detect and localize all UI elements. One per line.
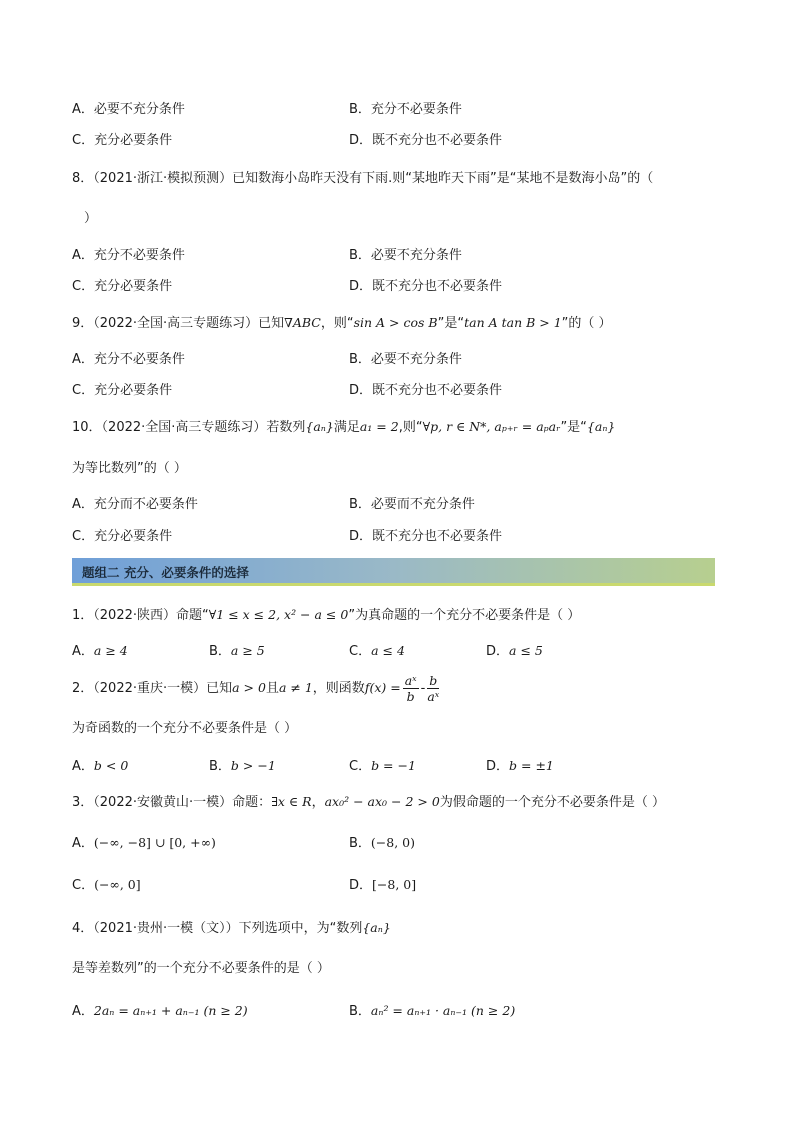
q10-mid2: ,则“ bbox=[398, 420, 423, 435]
g2-option-b-label: B． bbox=[209, 759, 231, 774]
q9-suffix: ”的（ ） bbox=[561, 316, 612, 331]
q9-mid2: ”是“ bbox=[437, 316, 465, 331]
g1-option-a[interactable] bbox=[72, 642, 128, 661]
g3-option-b-expr: (−8, 0) bbox=[370, 835, 416, 850]
g3-option-c-label: C． bbox=[72, 878, 95, 893]
q10-option-b[interactable]: B．必要而不充分条件 bbox=[349, 497, 475, 512]
g2-option-b-expr: b > −1 bbox=[230, 758, 276, 773]
g2-fraction-1 bbox=[403, 673, 419, 704]
g2-cond2: a ≠ 1 bbox=[278, 680, 313, 695]
g4-option-a-expr: 2aₙ = aₙ₊₁ + aₙ₋₁ (n ≥ 2) bbox=[93, 1003, 248, 1018]
g1-prefix: 1．（2022·陕西）命题“ bbox=[72, 608, 209, 623]
g2-minus: - bbox=[420, 681, 426, 696]
q7-option-d[interactable]: D．既不充分也不必要条件 bbox=[349, 133, 503, 148]
g2-option-a[interactable] bbox=[72, 757, 128, 776]
g1-stem bbox=[72, 606, 580, 625]
q9-cond2: tan A tan B > 1 bbox=[464, 315, 562, 330]
g2-option-a-expr: b < 0 bbox=[93, 758, 129, 773]
g4-seq: {aₙ} bbox=[362, 920, 391, 935]
q7-option-c[interactable]: C．充分必要条件 bbox=[72, 133, 173, 148]
g2-option-c-label: C． bbox=[349, 759, 372, 774]
g2-func: f(x) = bbox=[364, 680, 401, 695]
g3-option-d-expr: [−8, 0] bbox=[372, 877, 417, 892]
g3-comma: ， bbox=[311, 795, 325, 810]
group-header-bar bbox=[72, 558, 715, 586]
g4-stem-line2: 是等差数列”的一个充分不必要条件的是（ ） bbox=[72, 961, 330, 976]
g2-option-a-label: A． bbox=[72, 759, 94, 774]
q10-seq2: {aₙ} bbox=[586, 419, 616, 434]
g1-option-a-label: A． bbox=[72, 644, 94, 659]
g3-option-a-label: A． bbox=[72, 836, 94, 851]
q10-mid1: 满足 bbox=[333, 420, 360, 435]
g3-option-b[interactable] bbox=[349, 834, 415, 853]
q10-seq: {aₙ} bbox=[305, 419, 334, 434]
q9-option-b[interactable]: B．必要不充分条件 bbox=[349, 352, 462, 367]
g1-option-b[interactable] bbox=[209, 642, 265, 661]
g2-option-d[interactable] bbox=[486, 757, 554, 776]
g2-stem bbox=[72, 672, 441, 705]
g2-frac1-num: aˣ bbox=[404, 673, 417, 688]
g2-cond1: a > 0 bbox=[232, 680, 266, 695]
g4-option-a[interactable] bbox=[72, 1002, 248, 1021]
g2-mid2: ，则函数 bbox=[312, 681, 365, 696]
g2-frac2-den: aˣ bbox=[427, 689, 440, 704]
q9-option-c[interactable]: C．充分必要条件 bbox=[72, 383, 173, 398]
g1-cond: ∀1 ≤ x ≤ 2, x² − a ≤ 0 bbox=[208, 607, 349, 622]
q10-cond1: a₁ = 2 bbox=[359, 419, 399, 434]
g4-option-a-label: A． bbox=[72, 1004, 94, 1019]
g2-option-b[interactable] bbox=[209, 757, 276, 776]
g2-fraction-2 bbox=[427, 673, 439, 704]
q8-option-b[interactable]: B．必要不充分条件 bbox=[349, 248, 462, 263]
q8-option-a[interactable]: A．充分不必要条件 bbox=[72, 248, 185, 263]
g1-option-a-expr: a ≥ 4 bbox=[93, 643, 128, 658]
q10-mid3: ”是“ bbox=[560, 420, 587, 435]
q8-stem: 8．（2021·浙江·模拟预测）已知数海小岛昨天没有下雨.则“某地昨天下雨”是“某地不是数海小岛”的（ bbox=[72, 171, 654, 186]
g3-option-d[interactable] bbox=[349, 876, 416, 895]
q10-option-d[interactable]: D．既不充分也不必要条件 bbox=[349, 529, 503, 544]
g3-option-a-expr: (−∞, −8] ∪ [0, +∞) bbox=[93, 835, 216, 850]
g3-option-d-label: D． bbox=[349, 878, 373, 893]
g2-frac1-den: b bbox=[406, 689, 415, 704]
g3-prefix: 3．（2022·安徽黄山·一模）命题： bbox=[72, 795, 272, 810]
g2-option-d-expr: b = ±1 bbox=[509, 758, 554, 773]
g2-option-d-label: D． bbox=[486, 759, 510, 774]
q9-cond1: sin A > cos B bbox=[353, 315, 438, 330]
g1-option-b-label: B． bbox=[209, 644, 231, 659]
g4-prefix: 4．（2021·贵州·一模（文））下列选项中，为“数列 bbox=[72, 921, 363, 936]
q7-option-b[interactable]: B．充分不必要条件 bbox=[349, 102, 462, 117]
g4-option-b-expr: aₙ² = aₙ₊₁ · aₙ₋₁ (n ≥ 2) bbox=[370, 1003, 516, 1018]
q10-prefix: 10．（2022·全国·高三专题练习）若数列 bbox=[72, 420, 306, 435]
q10-stem bbox=[72, 418, 615, 437]
q10-option-c[interactable]: C．充分必要条件 bbox=[72, 529, 173, 544]
q7-option-a[interactable]: A．必要不充分条件 bbox=[72, 102, 185, 117]
q8-option-c[interactable]: C．充分必要条件 bbox=[72, 279, 173, 294]
q10-option-a[interactable]: A．充分而不必要条件 bbox=[72, 497, 198, 512]
g1-option-d-label: D． bbox=[486, 644, 510, 659]
g4-stem bbox=[72, 919, 391, 938]
g1-option-d[interactable] bbox=[486, 642, 543, 661]
g2-frac2-num: b bbox=[429, 673, 438, 688]
g1-option-c-expr: a ≤ 4 bbox=[371, 643, 405, 658]
g3-option-a[interactable] bbox=[72, 834, 216, 853]
g3-option-c[interactable] bbox=[72, 876, 141, 895]
group-title: 题组二 充分、必要条件的选择 bbox=[82, 565, 249, 580]
g1-option-d-expr: a ≤ 5 bbox=[509, 643, 543, 658]
g2-stem-line2: 为奇函数的一个充分不必要条件是（ ） bbox=[72, 721, 298, 736]
g1-option-c-label: C． bbox=[349, 644, 372, 659]
q9-prefix: 9．（2022·全国·高三专题练习）已知 bbox=[72, 316, 285, 331]
g4-option-b[interactable] bbox=[349, 1002, 515, 1021]
g2-option-c[interactable] bbox=[349, 757, 416, 776]
g3-option-c-expr: (−∞, 0] bbox=[94, 877, 141, 892]
g3-option-b-label: B． bbox=[349, 836, 371, 851]
g3-suffix: 为假命题的一个充分不必要条件是（ ） bbox=[439, 795, 665, 810]
g3-stem bbox=[72, 793, 665, 812]
g2-option-c-expr: b = −1 bbox=[371, 758, 416, 773]
q8-option-d[interactable]: D．既不充分也不必要条件 bbox=[349, 279, 503, 294]
q8-stem-end: ） bbox=[84, 211, 98, 226]
g2-prefix: 2．（2022·重庆·一模）已知 bbox=[72, 681, 233, 696]
g1-option-c[interactable] bbox=[349, 642, 405, 661]
g1-suffix: ”为真命题的一个充分不必要条件是（ ） bbox=[348, 608, 581, 623]
q9-stem bbox=[72, 314, 612, 333]
q9-triangle: ∇ABC bbox=[284, 315, 321, 330]
q9-mid1: ，则“ bbox=[320, 316, 354, 331]
q10-stem-line2: 为等比数列”的（ ） bbox=[72, 461, 187, 476]
g3-cond2: ax₀² − ax₀ − 2 > 0 bbox=[324, 794, 440, 809]
g4-option-b-label: B． bbox=[349, 1004, 371, 1019]
q9-option-a[interactable]: A．充分不必要条件 bbox=[72, 352, 185, 367]
g1-option-b-expr: a ≥ 5 bbox=[230, 643, 265, 658]
q9-option-d[interactable]: D．既不充分也不必要条件 bbox=[349, 383, 503, 398]
g3-cond1: ∃x ∈ R bbox=[271, 794, 312, 809]
q10-cond2: ∀p, r ∈ N*, aₚ₊ᵣ = aₚaᵣ bbox=[422, 419, 561, 434]
g2-mid: 且 bbox=[265, 681, 279, 696]
